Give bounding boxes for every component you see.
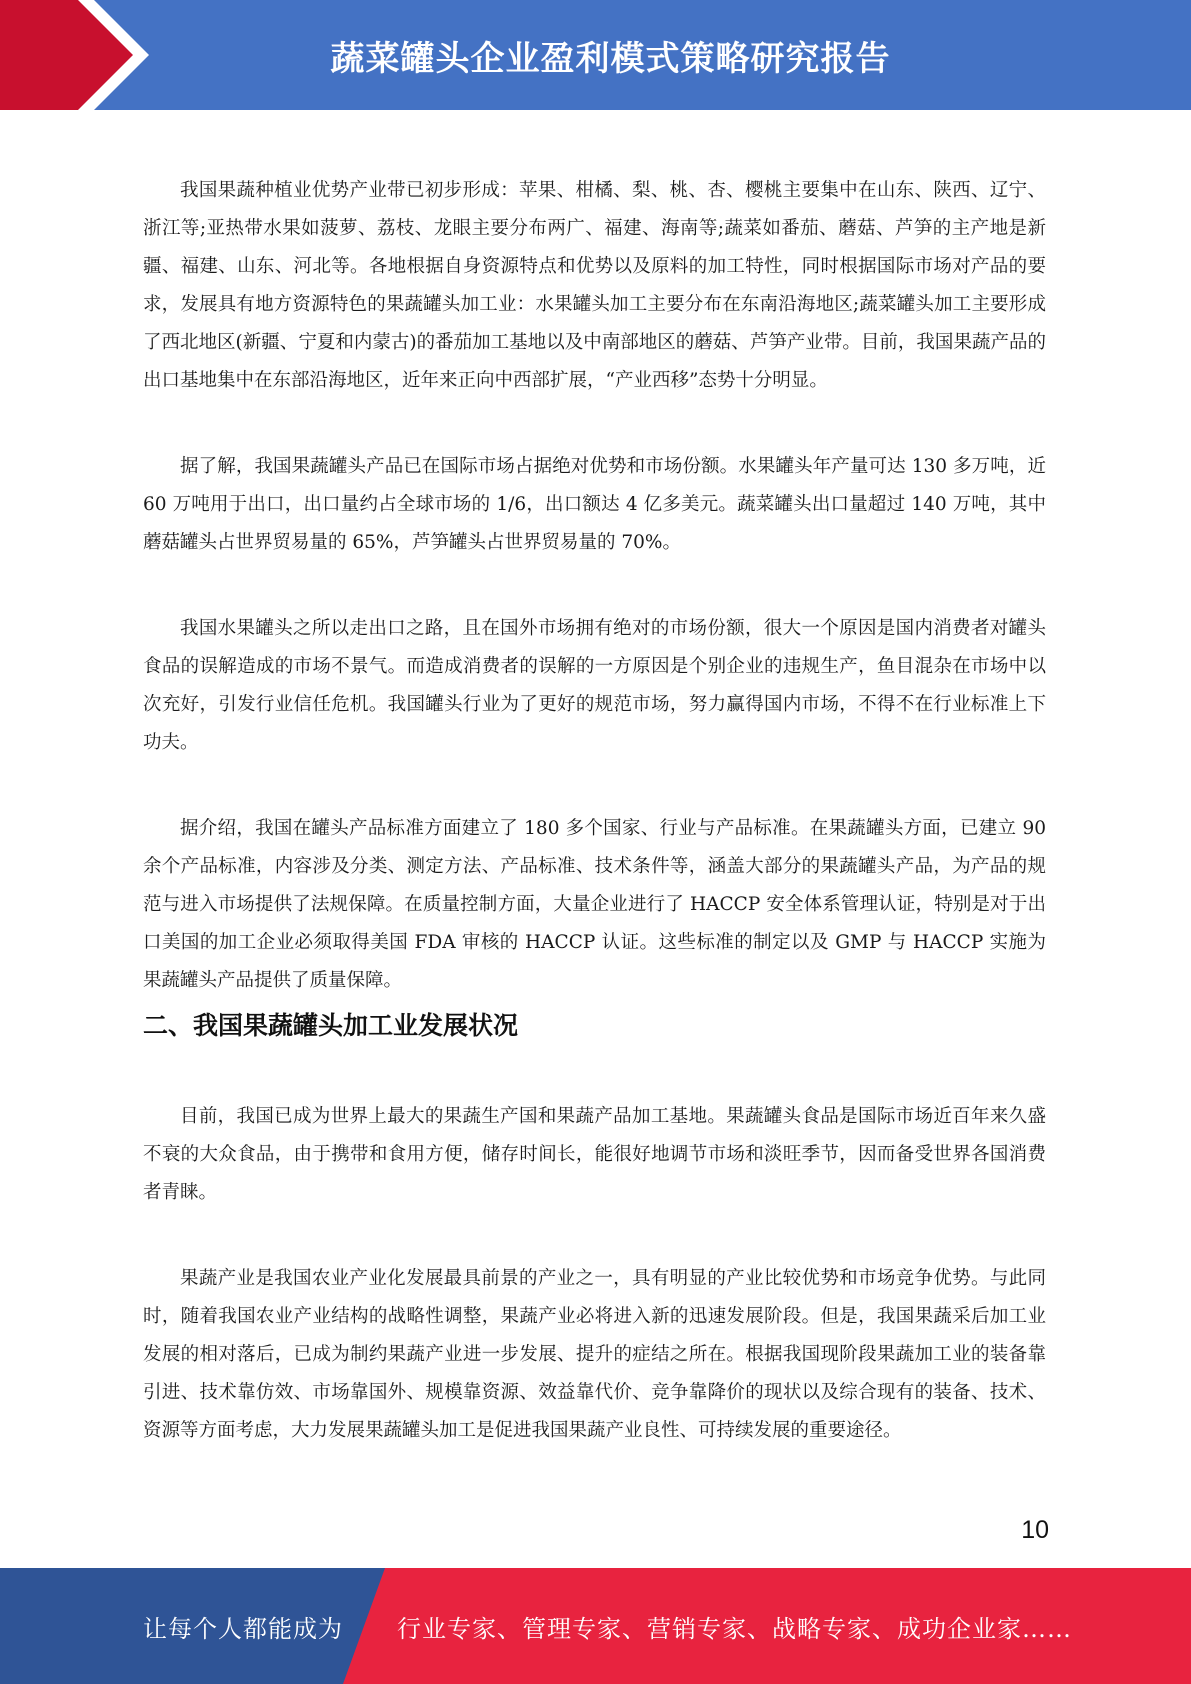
page-number: 10 bbox=[1021, 1516, 1049, 1544]
section-heading: 二、我国果蔬罐头加工业发展状况 bbox=[143, 1011, 519, 1040]
body-paragraph: 据介绍，我国在罐头产品标准方面建立了 180 多个国家、行业与产品标准。在果蔬罐头方面，已建立 90 余个产品标准，内容涉及分类、测定方法、产品标准、技术条件等，涵盖大部分的果蔬罐头产品，为产品的规范与进入市场提供了法规保障。在质量控制方面，大量企业进行了 HACCP 安全体系管理认证，特别是对于出口美国的加工企业必须取得美国 FDA 审核的 HACCP 认证。这些标准的制定以及 GMP 与 HACCP 实施为果蔬罐头产品提供了质量保障。 bbox=[143, 818, 1046, 991]
footer-slogan-left: 让每个人都能成为 bbox=[143, 1614, 343, 1643]
body-paragraph: 我国果蔬种植业优势产业带已初步形成：苹果、柑橘、梨、桃、杏、樱桃主要集中在山东、陕西、辽宁、浙江等;亚热带水果如菠萝、荔枝、龙眼主要分布两广、福建、海南等;蔬菜如番茄、蘑菇、芦笋的主产地是新疆、福建、山东、河北等。各地根据自身资源特点和优势以及原料的加工特性，同时根据国际市场对产品的要求，发展具有地方资源特色的果蔬罐头加工业：水果罐头加工主要分布在东南沿海地区;蔬菜罐头加工主要形成了西北地区(新疆、宁夏和内蒙古)的番茄加工基地以及中南部地区的蘑菇、芦笋产业带。目前，我国果蔬产品的出口基地集中在东部沿海地区，近年来正向中西部扩展，“产业西移”态势十分明显。 bbox=[143, 180, 1046, 391]
page-footer bbox=[0, 1568, 1191, 1684]
page-header bbox=[0, 0, 1191, 110]
body-paragraph: 我国水果罐头之所以走出口之路，且在国外市场拥有绝对的市场份额，很大一个原因是国内消费者对罐头食品的误解造成的市场不景气。而造成消费者的误解的一方原因是个别企业的违规生产，鱼目混杂在市场中以次充好，引发行业信任危机。我国罐头行业为了更好的规范市场，努力赢得国内市场，不得不在行业标准上下功夫。 bbox=[143, 618, 1046, 753]
body-paragraph: 目前，我国已成为世界上最大的果蔬生产国和果蔬产品加工基地。果蔬罐头食品是国际市场近百年来久盛不衰的大众食品，由于携带和食用方便，储存时间长，能很好地调节市场和淡旺季节，因而备受世界各国消费者青睐。 bbox=[143, 1106, 1046, 1203]
body-paragraph: 果蔬产业是我国农业产业化发展最具前景的产业之一，具有明显的产业比较优势和市场竞争优势。与此同时，随着我国农业产业结构的战略性调整，果蔬产业必将进入新的迅速发展阶段。但是，我国果蔬采后加工业发展的相对落后，已成为制约果蔬产业进一步发展、提升的症结之所在。根据我国现阶段果蔬加工业的装备靠引进、技术靠仿效、市场靠国外、规模靠资源、效益靠代价、竞争靠降价的现状以及综合现有的装备、技术、资源等方面考虑，大力发展果蔬罐头加工是促进我国果蔬产业良性、可持续发展的重要途径。 bbox=[143, 1268, 1046, 1441]
footer-slogan-right: 行业专家、管理专家、营销专家、战略专家、成功企业家…… bbox=[397, 1614, 1072, 1643]
report-title: 蔬菜罐头企业盈利模式策略研究报告 bbox=[330, 38, 891, 79]
body-paragraph: 据了解，我国果蔬罐头产品已在国际市场占据绝对优势和市场份额。水果罐头年产量可达 130 多万吨，近 60 万吨用于出口，出口量约占全球市场的 1/6，出口额达 4 亿多美元。蔬菜罐头出口量超过 140 万吨，其中蘑菇罐头占世界贸易量的 65%，芦笋罐头占世界贸易量的 70%。 bbox=[143, 456, 1046, 553]
page-content bbox=[143, 172, 1046, 1450]
header-arrow-graphic bbox=[0, 0, 160, 110]
